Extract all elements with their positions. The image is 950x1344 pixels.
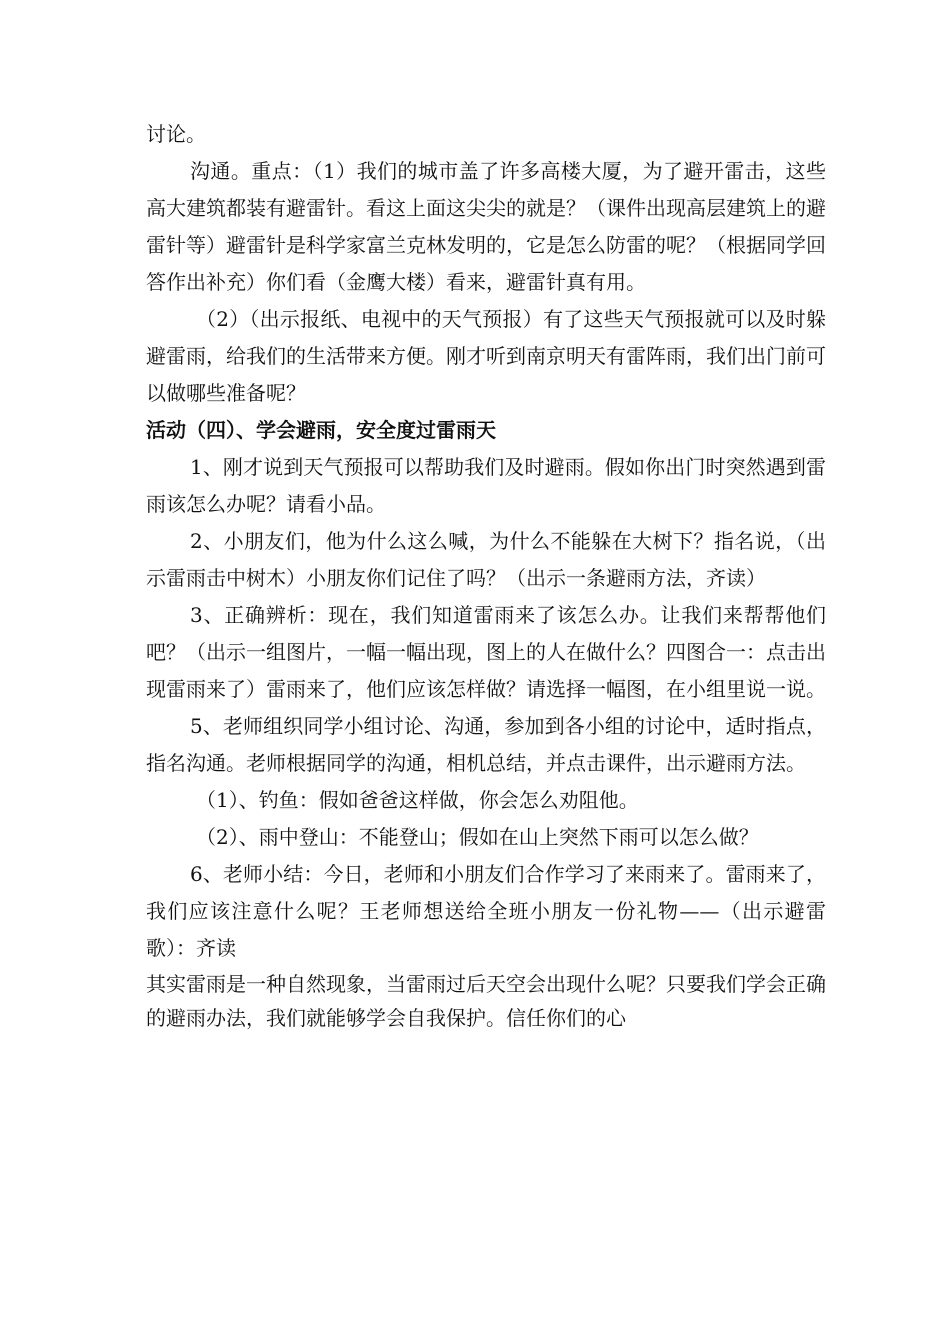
paragraph-step-6: 6、老师小结：今日，老师和小朋友们合作学习了来雨来了。雷雨来了，我们应该注意什么呢？王老师想送给全班小朋友一份礼物——（出示避雷歌）：齐读 [146, 862, 826, 960]
paragraph-weather-forecast: （2）（出示报纸、电视中的天气预报）有了这些天气预报就可以及时躲避雷雨，给我们的生活带来方便。刚才听到南京明天有雷阵雨，我们出门前可以做哪些准备呢？ [146, 307, 826, 405]
paragraph-step-2: 2、小朋友们，他为什么这么喊，为什么不能躲在大树下？指名说，（出示雷雨击中树木）小朋友你们记住了吗？（出示一条避雨方法，齐读） [146, 529, 826, 590]
document-body [146, 116, 826, 1035]
paragraph-communication: 沟通。重点：（1）我们的城市盖了许多高楼大厦，为了避开雷击，这些高大建筑都装有避雷针。看这上面这尖尖的就是？（课件出现高层建筑上的避雷针等）避雷针是科学家富兰克林发明的，它是怎么防雷的呢？（根据同学回答作出补充）你们看（金鹰大楼）看来，避雷针真有用。 [146, 159, 826, 294]
paragraph-step-1: 1、刚才说到天气预报可以帮助我们及时避雨。假如你出门时突然遇到雷雨该怎么办呢？请看小品。 [146, 455, 826, 516]
paragraph-step-3: 3、正确辨析：现在，我们知道雷雨来了该怎么办。让我们来帮帮他们吧？（出示一组图片，一幅一幅出现，图上的人在做什么？四图合一：点击出现雷雨来了）雷雨来了，他们应该怎样做？请选择一幅图，在小组里说一说。 [146, 603, 826, 701]
paragraph-step-5: 5、老师组织同学小组讨论、沟通，参加到各小组的讨论中，适时指点，指名沟通。老师根据同学的沟通，相机总结，并点击课件，出示避雨方法。 [146, 714, 826, 775]
section-heading-activity-four: 活动（四）、学会避雨，安全度过雷雨天 [146, 418, 496, 442]
paragraph-closing: 其实雷雨是一种自然现象，当雷雨过后天空会出现什么呢？只要我们学会正确的避雨办法，我们就能够学会自我保护。信任你们的心 [146, 972, 826, 1030]
paragraph-continuation: 讨论。 [146, 122, 206, 146]
paragraph-sub-1: （1）、钓鱼：假如爸爸这样做，你会怎么劝阻他。 [196, 788, 639, 812]
paragraph-sub-2: （2）、雨中登山：不能登山；假如在山上突然下雨可以怎么做？ [196, 825, 759, 849]
